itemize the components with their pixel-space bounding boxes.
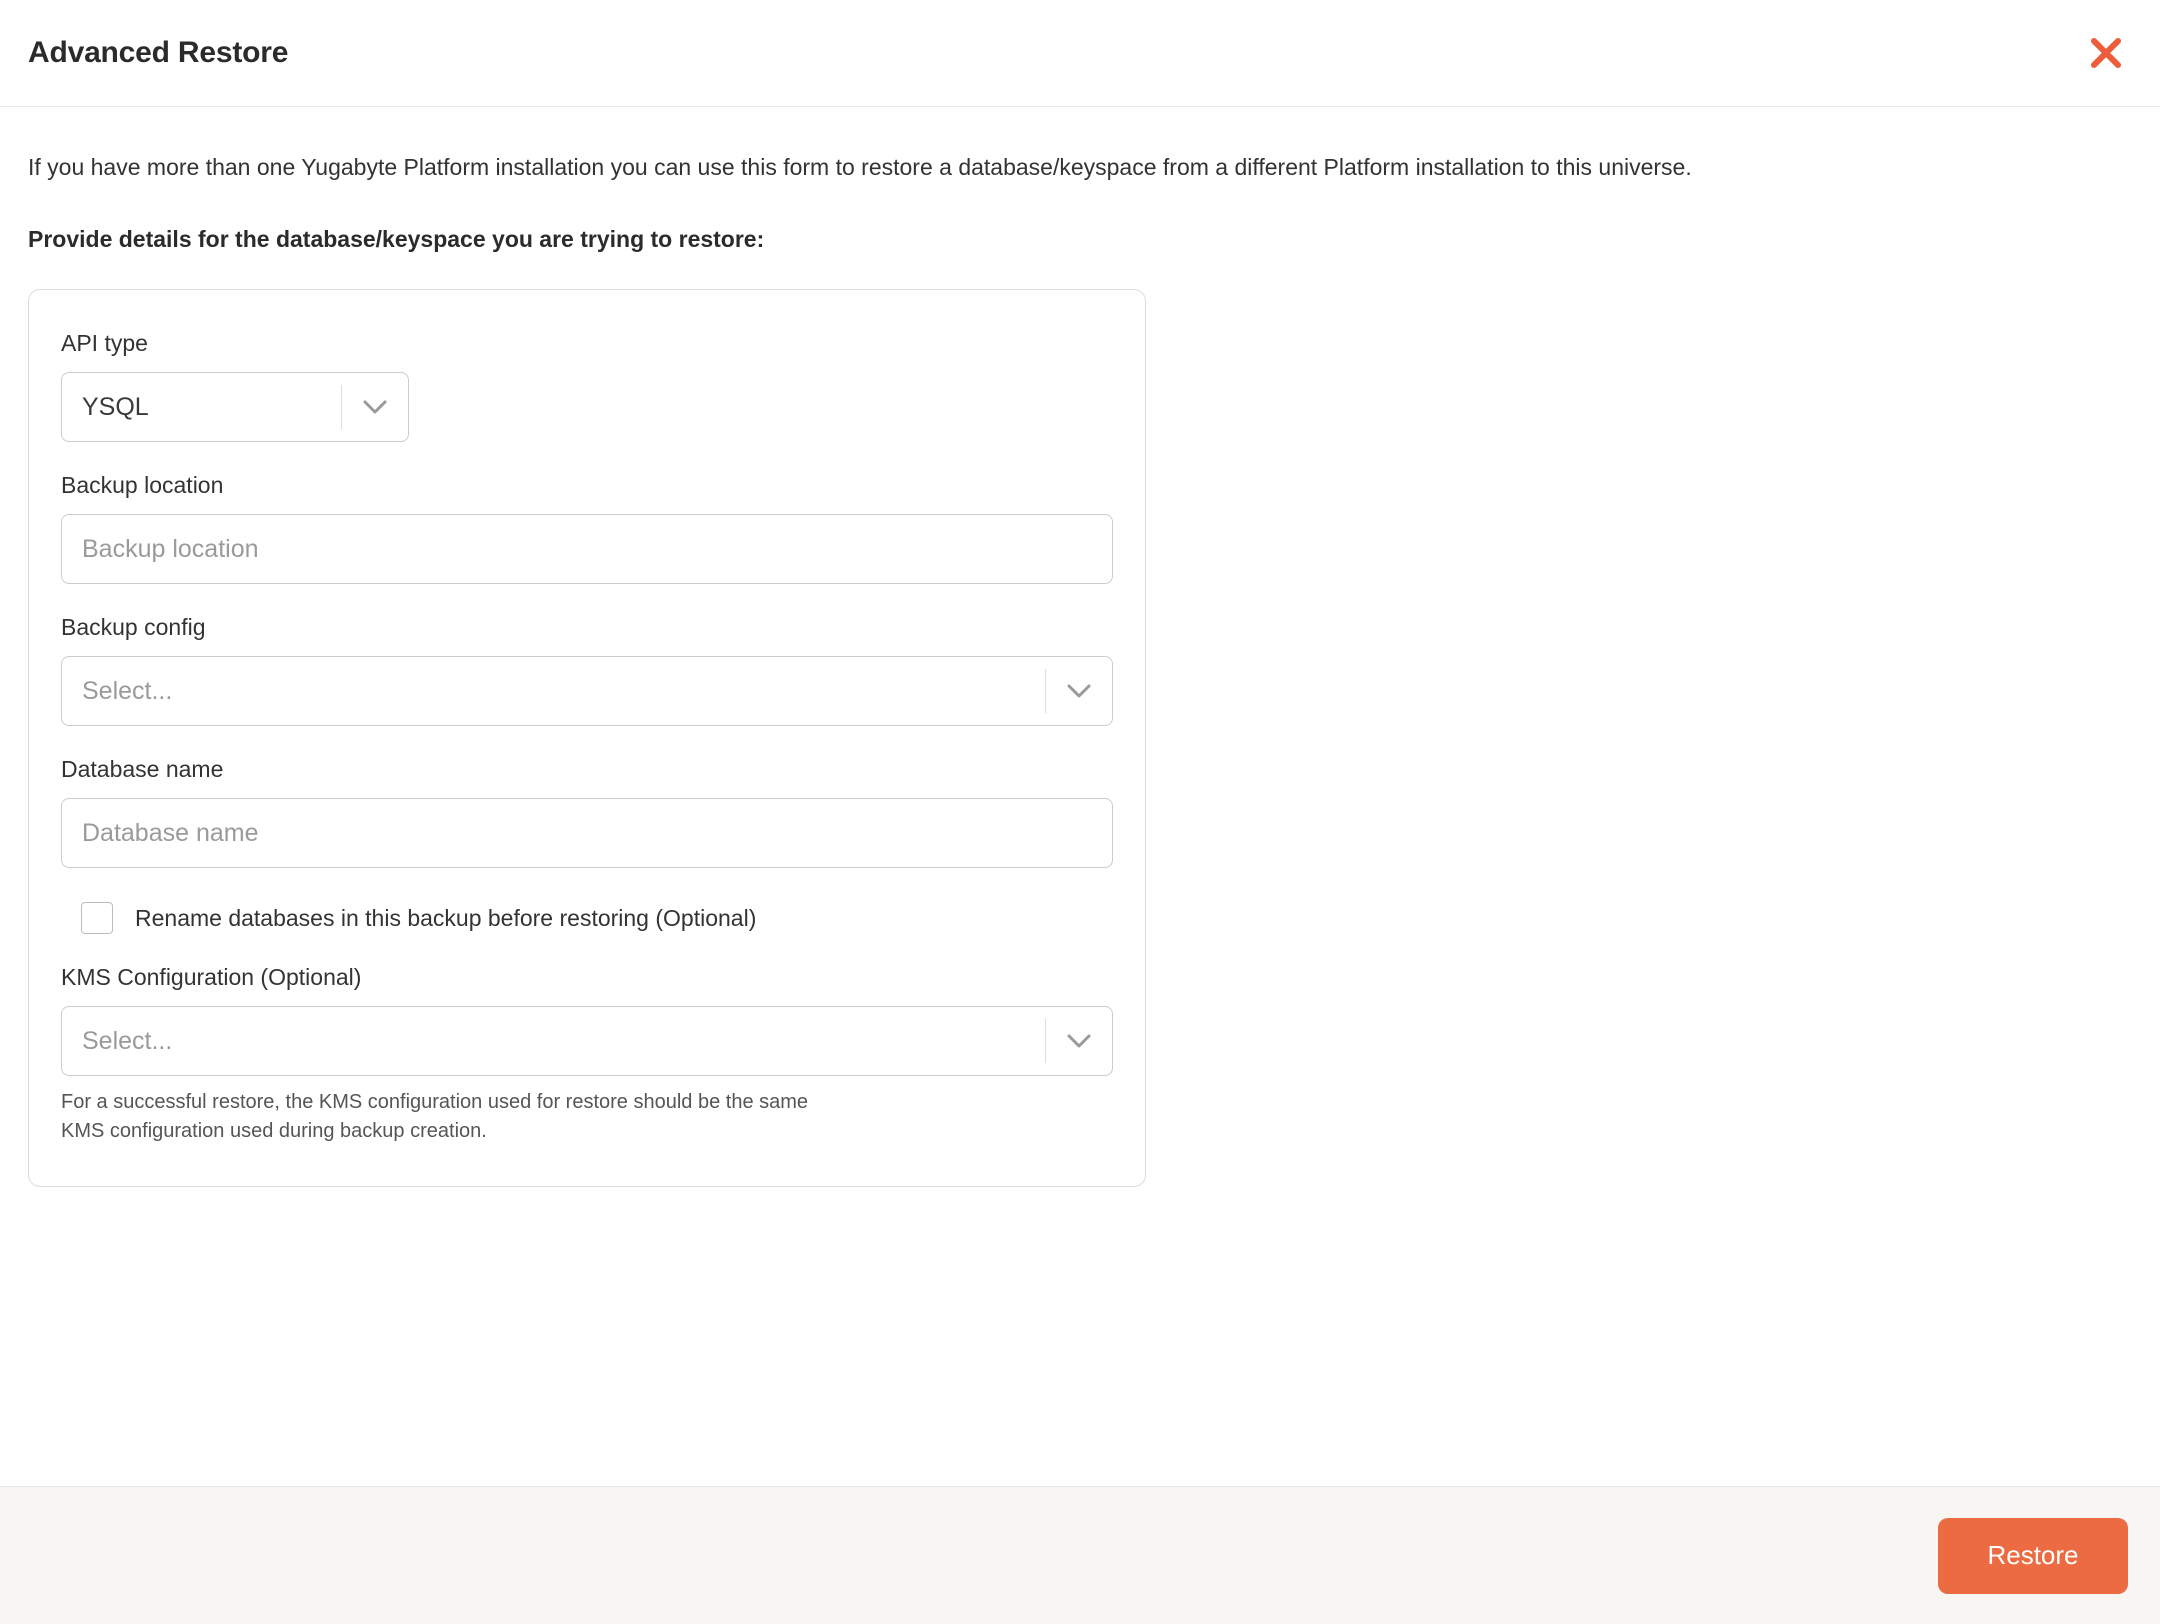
field-database-name (61, 756, 1113, 868)
field-kms-configuration (61, 964, 1113, 1146)
field-api-type (61, 330, 1113, 442)
section-title: Provide details for the database/keyspace you are trying to restore: (28, 226, 765, 253)
kms-configuration-label: KMS Configuration (Optional) (61, 964, 362, 991)
api-type-select[interactable] (61, 372, 409, 442)
rename-databases-label: Rename databases in this backup before restoring (Optional) (135, 904, 757, 931)
database-name-label: Database name (61, 756, 224, 783)
backup-config-value: Select... (82, 676, 173, 705)
intro-text: If you have more than one Yugabyte Platform installation you can use this form to restore a database/keyspace from a different Platform installation to this universe. (28, 154, 1692, 180)
kms-configuration-select[interactable] (61, 1006, 1113, 1076)
backup-location-label: Backup location (61, 472, 224, 499)
modal-header (0, 0, 2160, 107)
rename-databases-row[interactable] (61, 902, 1113, 934)
kms-help-line-1: For a successful restore, the KMS configuration used for restore should be the same (61, 1091, 809, 1114)
backup-location-input[interactable] (61, 514, 1113, 584)
chevron-down-icon[interactable] (1046, 1033, 1112, 1049)
kms-configuration-value: Select... (82, 1026, 173, 1055)
modal-body (0, 107, 2160, 1486)
backup-config-select[interactable] (61, 656, 1113, 726)
api-type-label: API type (61, 330, 148, 357)
field-backup-location (61, 472, 1113, 584)
api-type-value: YSQL (82, 392, 149, 421)
rename-databases-checkbox[interactable] (81, 902, 113, 934)
kms-help-line-2: KMS configuration used during backup creation. (61, 1120, 487, 1143)
modal-footer (0, 1486, 2160, 1624)
chevron-down-icon[interactable] (342, 399, 408, 415)
backup-config-label: Backup config (61, 614, 206, 641)
page-title: Advanced Restore (28, 36, 289, 69)
close-icon[interactable] (2084, 31, 2128, 75)
chevron-down-icon[interactable] (1046, 683, 1112, 699)
restore-button[interactable]: Restore (1938, 1518, 2128, 1594)
restore-form-panel (28, 289, 1146, 1187)
database-name-input[interactable] (61, 798, 1113, 868)
field-backup-config (61, 614, 1113, 726)
kms-help-text (61, 1088, 1113, 1146)
